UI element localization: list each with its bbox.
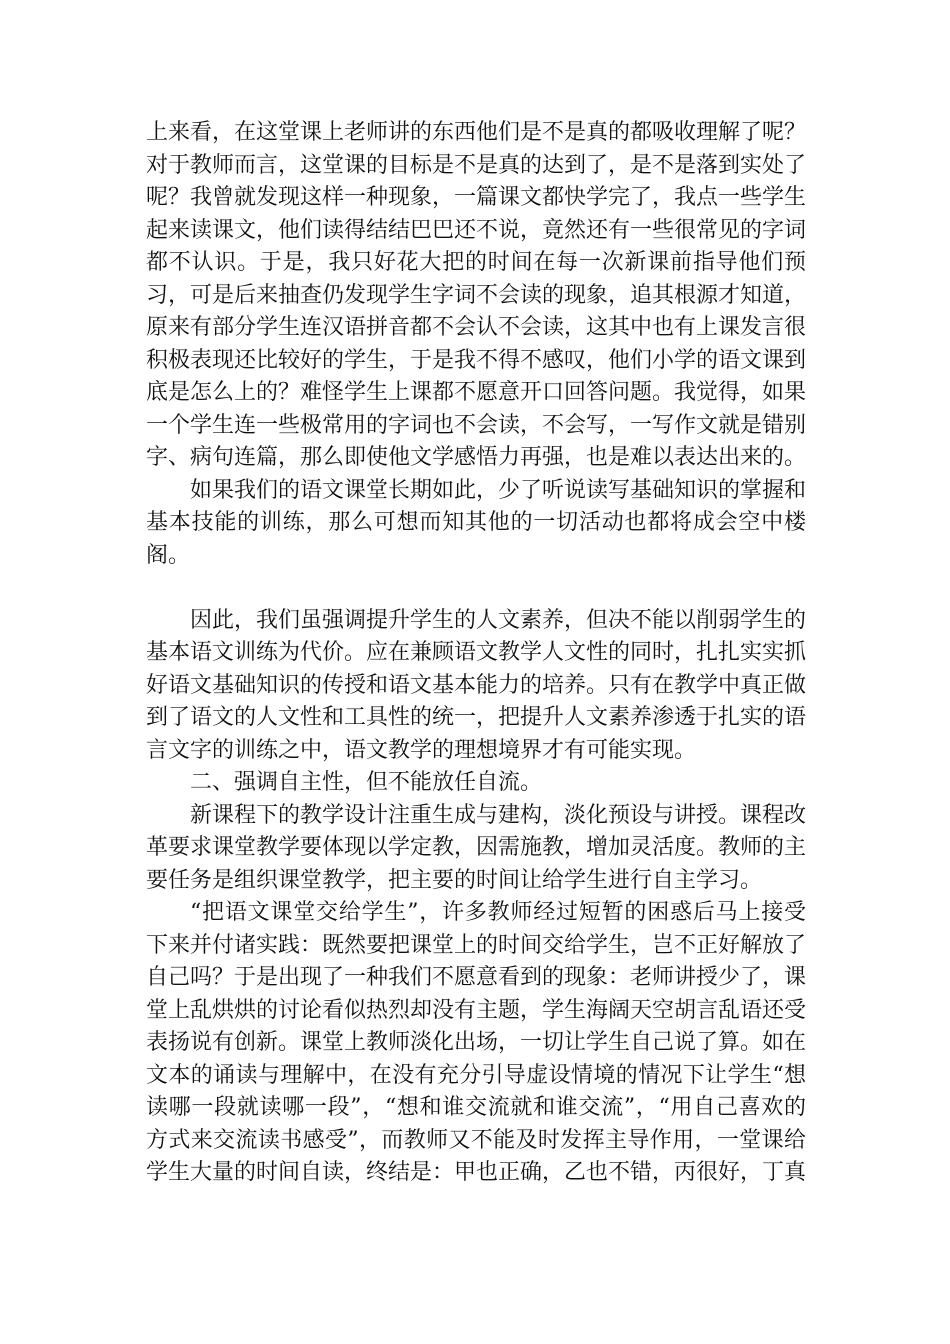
paragraph-new-curriculum: 新课程下的教学设计注重生成与建构，淡化预设与讲授。课程改革要求课堂教学要体现以学定教，因需施教，增加灵活度。教师的主要任务是组织课堂教学，把主要的时间让给学生进行自主学习。 (146, 802, 807, 893)
paragraph-gap (146, 572, 806, 605)
section-heading: 二、强调自主性，但不能放任自流。 (190, 770, 543, 795)
paragraph-continuation: 上来看，在这堂课上老师讲的东西他们是不是真的都吸收理解了呢？对于教师而言，这堂课的目标是不是真的达到了，是不是落到实处了呢？我曾就发现这样一种现象，一篇课文都快学完了，我点一些学生起来读课文，他们读得结结巴巴还不说，竟然还有一些很常见的字词都不认识。于是，我只好花大把的时间在每一次新课前指导他们预习，可是后来抽查仍发现学生字词不会读的现象，追其根源才知道，原来有部分学生连汉语拼音都不会认不会读，这其中也有上课发言很积极表现还比较好的学生，于是我不得不感叹，他们小学的语文课到底是怎么上的？难怪学生上课都不愿意开口回答问题。我觉得，如果一个学生连一些极常用的字词也不会读，不会写，一写作文就是错别字、病句连篇，那么即使他文学感悟力再强，也是难以表达出来的。 (146, 120, 807, 470)
paragraph-classroom: “把语文课堂交给学生”，许多教师经过短暂的困惑后马上接受下来并付诸实践：既然要把课堂上的时间交给学生，岂不正好解放了自己吗？于是出现了一种我们不愿意看到的现象：老师讲授少了，课堂上乱烘烘的讨论看似热烈却没有主题，学生海阔天空胡言乱语还受表扬说有创新。课堂上教师淡化出场，一切让学生自己说了算。如在文本的诵读与理解中，在没有充分引导虚设情境的情况下让学生“想读哪一段就读哪一段”，“想和谁交流就和谁交流”，“用自己喜欢的方式来交流读书感受”，而教师又不能及时发挥主导作用，一堂课给学生大量的时间自读，终结是：甲也正确，乙也不错，丙很好，丁真 (146, 900, 807, 1185)
paragraph-conclusion: 如果我们的语文课堂长期如此，少了听说读写基础知识的掌握和基本技能的训练，那么可想而知其他的一切活动也都将成会空中楼阁。 (146, 477, 807, 568)
document-body (146, 117, 806, 1190)
paragraph-therefore: 因此，我们虽强调提升学生的人文素养，但决不能以削弱学生的基本语文训练为代价。应在兼顾语文教学人文性的同时，扎扎实实抓好语文基础知识的传授和语文基本能力的培养。只有在教学中真正做到了语文的人文性和工具性的统一，把提升人文素养渗透于扎实的语言文字的训练之中，语文教学的理想境界才有可能实现。 (146, 607, 807, 763)
